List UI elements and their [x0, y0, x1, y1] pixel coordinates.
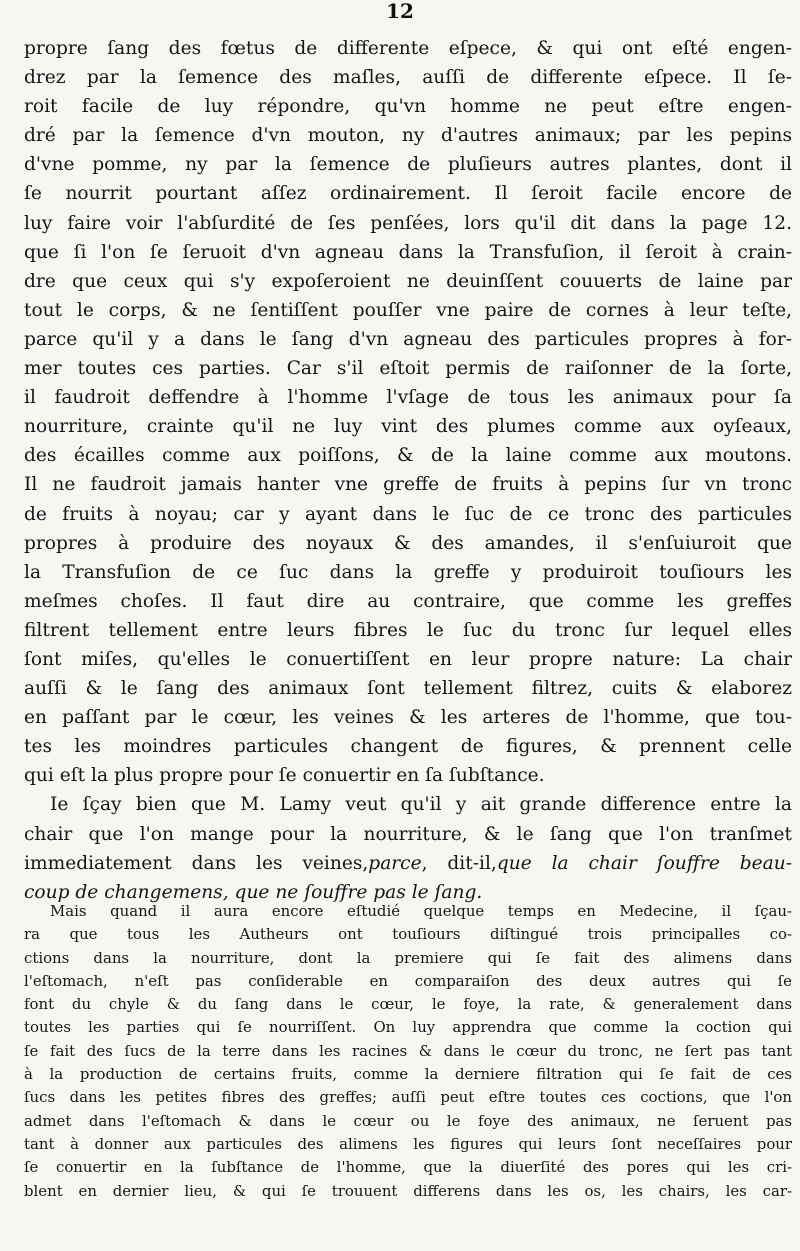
text-line: des écailles comme aux poiſſons, & de la laine comme aux moutons.	[24, 445, 792, 467]
text-line: ctions dans la nourriture, dont la premiere qui ſe fait des alimens dans	[24, 948, 792, 967]
text-line: filtrent tellement entre leurs fibres le ſuc du tronc ſur lequel elles	[24, 619, 792, 641]
text-segment: immediatement dans les veines,	[24, 852, 369, 874]
text-line: meſmes choſes. Il faut dire au contraire, que comme les greffes	[24, 590, 792, 612]
text-line: de fruits à noyau; car y ayant dans le ſuc de ce tronc des particules	[24, 503, 792, 525]
page-number: 12	[386, 0, 414, 23]
text-line: chair que l'on mange pour la nourriture, & le ſang que l'on tranſmet	[24, 823, 792, 845]
text-line: ſe fait des ſucs de la terre dans les racines & dans le cœur du tronc, ne ſert pas tant	[24, 1041, 792, 1060]
text-line: blent en dernier lieu, & qui ſe trouuent differens dans les os, les chairs, les car-	[24, 1181, 792, 1200]
text-line: roit facile de luy répondre, qu'vn homme ne peut eſtre engen-	[24, 96, 792, 118]
text-line: auſſi & le ſang des animaux ſont tellement filtrez, cuits & elaborez	[24, 678, 792, 700]
text-line: font du chyle & du ſang dans le cœur, le foye, la rate, & generalement dans	[24, 995, 792, 1014]
text-line: parce qu'il y a dans le ſang d'vn agneau des particules propres à for-	[24, 328, 792, 350]
text-line: d'vne pomme, ny par la ſemence de pluſieurs autres plantes, dont il	[24, 154, 792, 176]
main-paragraphs	[24, 34, 792, 907]
text-line: tout le corps, & ne ſentiſſent pouſſer vne paire de cornes à leur teſte,	[24, 299, 792, 321]
text-line: Il ne faudroit jamais hanter vne greffe de fruits à pepins ſur vn tronc	[24, 474, 792, 496]
text-segment: , dit-il,	[421, 852, 497, 874]
italic-line: coup de changemens, que ne ſouffre pas le ſang.	[24, 881, 483, 903]
text-line: que ſi l'on ſe ſeruoit d'vn agneau dans la Transfuſion, il ſeroit à crain-	[24, 241, 792, 263]
text-line: toutes les parties qui ſe nourriſſent. On luy apprendra que comme la coction qui	[24, 1018, 792, 1037]
text-line: ſucs dans les petites fibres des greffes; auſſi peut eſtre toutes ces coctions, que l'on	[24, 1088, 792, 1107]
text-line: il faudroit deffendre à l'homme l'vſage de tous les animaux pour ſa	[24, 387, 792, 409]
small-type-paragraph	[24, 900, 792, 1203]
text-line: drez par la ſemence des maſles, auſſi de differente eſpece. Il ſe-	[24, 67, 792, 89]
text-line: à la production de certains fruits, comme la derniere filtration qui ſe fait de ces	[24, 1065, 792, 1084]
text-line: ra que tous les Autheurs ont touſiours diſtingué trois principalles co-	[24, 925, 792, 944]
text-line: luy faire voir l'abſurdité de ſes penſées, lors qu'il dit dans la page 12.	[24, 212, 792, 234]
italic-segment: que la chair ſouffre beau-	[496, 852, 792, 874]
text-line: mer toutes ces parties. Car s'il eſtoit permis de raiſonner de la ſorte,	[24, 358, 792, 380]
text-line: Ie ſçay bien que M. Lamy veut qu'il y ait grande difference entre la	[50, 794, 792, 816]
text-line: admet dans l'eſtomach & dans le cœur ou le foye des animaux, ne ſeruent pas	[24, 1111, 792, 1130]
text-line: dré par la ſemence d'vn mouton, ny d'autres animaux; par les pepins	[24, 125, 792, 147]
text-line: tant à donner aux particules des alimens les figures qui leurs ſont neceſſaires pour	[24, 1134, 792, 1153]
text-line: Mais quand il aura encore eſtudié quelque temps en Medecine, il ſçau-	[50, 902, 792, 920]
text-line: tes les moindres particules changent de figures, & prennent celle	[24, 736, 792, 758]
text-line: ſe conuertir en la ſubſtance de l'homme, que la diuerſité des pores qui les cri-	[24, 1158, 792, 1177]
text-line: nourriture, crainte qu'il ne luy vint des plumes comme aux oyſeaux,	[24, 416, 792, 438]
text-line: la Transfuſion de ce ſuc dans la greffe y produiroit touſiours les	[24, 561, 792, 583]
italic-segment: parce	[368, 852, 422, 874]
text-line: ſe nourrit pourtant aſſez ordinairement. Il ſeroit facile encore de	[24, 183, 792, 205]
text-line: en paſſant par le cœur, les veines & les arteres de l'homme, que tou-	[24, 707, 792, 729]
text-line: propre ſang des fœtus de differente eſpece, & qui ont eſté engen-	[24, 38, 792, 59]
text-line: ſont miſes, qu'elles le conuertiſſent en leur propre nature: La chair	[24, 648, 792, 670]
text-line-mixed	[24, 849, 792, 878]
text-line: dre que ceux qui s'y expoſeroient ne deuinſſent couuerts de laine par	[24, 270, 792, 292]
text-line: qui eſt la plus propre pour ſe conuertir en ſa ſubſtance.	[24, 765, 545, 787]
text-line: l'eſtomach, n'eſt pas conſiderable en comparaiſon des deux autres qui ſe	[24, 971, 792, 990]
text-line: propres à produire des noyaux & des amandes, il s'enſuiuroit que	[24, 532, 792, 554]
